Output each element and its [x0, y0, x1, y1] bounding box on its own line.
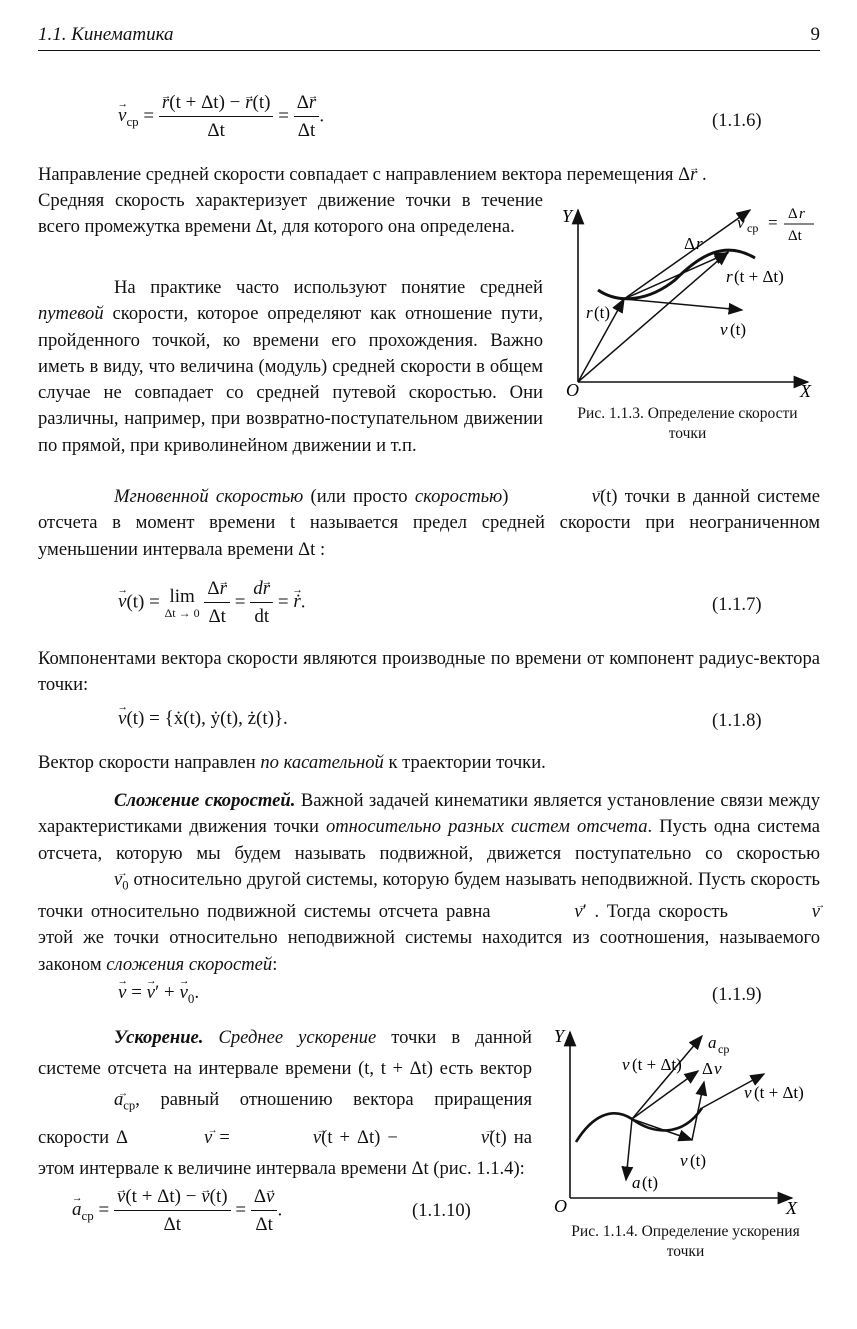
v-t-vector	[632, 1119, 692, 1140]
svg-text:ср: ср	[747, 221, 759, 235]
paragraph: Мгновенной скоростью (или просто скоростью) → v(t) точки в данной системе отсчета в момент времени t называется предел средней скорости при неограниченном уменьшении интервала времени Δt :	[38, 484, 820, 563]
svg-text:v: v	[720, 320, 728, 339]
paragraph: Направление средней скорости совпадает с направлением вектора перемещения Δ→ r .	[38, 162, 820, 188]
v-t-vector	[624, 299, 742, 310]
svg-text:(t): (t)	[642, 1173, 659, 1192]
svg-text:Y: Y	[554, 1026, 565, 1046]
svg-text:ср: ср	[718, 1042, 730, 1056]
svg-text:(t): (t)	[690, 1151, 707, 1170]
equation-number: (1.1.8)	[712, 710, 762, 731]
svg-text:Y: Y	[562, 206, 573, 226]
svg-text:v: v	[737, 213, 745, 232]
svg-text:a: a	[632, 1173, 641, 1192]
v-tdt-vector-shifted	[632, 1071, 698, 1119]
figure-velocity-diagram	[560, 200, 830, 400]
paragraph: Ускорение. Среднее ускорение точки в данной системе отсчета на интервале времени (t, t + Δt) есть вектор → $a_{ср}$, равный отношению вектора приращения скорости Δ→ v = → v(t + Δt) − → v(t) на этом интервале к величине интервала времени Δt (рис. 1.1.4):	[38, 1022, 532, 1184]
delta-r-vector	[624, 253, 728, 299]
paragraph: Компонентами вектора скорости являются производные по времени от компонент радиус-вектора точки:	[38, 648, 820, 696]
svg-text:=: =	[768, 213, 778, 232]
svg-text:O: O	[566, 380, 579, 400]
svg-text:O: O	[554, 1196, 567, 1216]
svg-text:Δ: Δ	[702, 1059, 713, 1078]
svg-text:(t): (t)	[730, 320, 747, 339]
svg-text:r: r	[586, 303, 593, 322]
svg-text:(t + Δt): (t + Δt)	[632, 1055, 682, 1074]
equation-number: (1.1.10)	[412, 1200, 471, 1221]
paragraph: На практике часто используют понятие средней путевой скорости, которое определяют как отношение пути, пройденного точкой, ко времени его прохождения. Важно иметь в виду, что величина (модуль) средней скорости в общем случае не совпадает со средней путевой скоростью. Они различны, например, при возвратно-поступательном движении по прямой, при криволинейном движении и т.п.	[38, 277, 543, 456]
svg-text:Δ: Δ	[684, 234, 695, 253]
figure-caption: Рис. 1.1.4. Определение ускорения точки	[571, 1223, 800, 1260]
svg-text:(t + Δt): (t + Δt)	[734, 267, 784, 286]
paragraph: Вектор скорости направлен по касательной к траектории точки.	[38, 752, 546, 773]
running-header	[38, 24, 820, 51]
equation-number: (1.1.6)	[712, 110, 762, 131]
svg-text:r: r	[696, 234, 703, 253]
svg-text:r: r	[799, 206, 805, 222]
svg-text:v: v	[714, 1059, 722, 1078]
svg-text:v: v	[622, 1055, 630, 1074]
delta-v-vector	[692, 1082, 704, 1140]
svg-text:a: a	[708, 1033, 717, 1052]
page-number: 9	[810, 24, 820, 45]
paragraph: Средняя скорость характеризует движение точки в течение всего промежутка времени Δt, для которого она определена.	[38, 190, 543, 238]
svg-text:v: v	[744, 1083, 752, 1102]
a-t-vector	[626, 1119, 632, 1180]
svg-text:r: r	[726, 267, 733, 286]
svg-text:(t): (t)	[594, 303, 611, 322]
svg-text:X: X	[786, 1198, 797, 1216]
equation-1-1-8: → v(t) = {ẋ(t), ẏ(t), ż(t)}.	[118, 708, 288, 730]
svg-text:v: v	[680, 1151, 688, 1170]
equation-1-1-10: → $a_{ср}$ = → $\frac{v(t + \Delta t) - \to v(t)}{\Delta t}$ = $\frac{\Delta\to v}{\Delta t}$ .	[72, 1186, 282, 1236]
paragraph: Сложение скоростей. Важной задачей кинематики является установление связи между характеристиками движения точки относительно разных систем отсчета. Пусть одна система отсчета, которую мы будем называть подвижной, движется поступательно со скоростью → $v_0$ относительно другой системы, которую будем называть неподвижной. Пусть скорость точки относительно подвижной системы отсчета равна → v′ . Тогда скорость → v этой же точки относительно неподвижной системы находится из соотношения, называемого законом сложения скоростей:	[38, 788, 820, 978]
equation-1-1-7: → v(t) = lim Δt → 0 $\frac{\Delta\to r}{\Delta t}$ = $\frac{d\to r}{dt}$ = → ṙ.	[118, 578, 306, 628]
equation-number: (1.1.7)	[712, 594, 762, 615]
section-title: 1.1. Кинематика	[38, 24, 174, 45]
a-avg-vector	[632, 1036, 702, 1119]
svg-text:X: X	[800, 381, 811, 400]
svg-text:(t + Δt): (t + Δt)	[754, 1083, 804, 1102]
equation-number: (1.1.9)	[712, 984, 762, 1005]
figure-caption: Рис. 1.1.3. Определение скорости точки	[577, 405, 798, 442]
figure-acceleration-diagram	[552, 1026, 824, 1216]
equation-1-1-9: → v = → v′ + → $v_0$.	[118, 982, 199, 1007]
svg-text:Δ: Δ	[788, 206, 798, 222]
equation-1-1-6: → $v_{ср}$ = → $\frac{r(t + \Delta t) - \to r(t)}{\Delta t}$ = $\frac{\Delta\to r}{\Delta t}$ .	[118, 92, 324, 142]
svg-text:Δt: Δt	[788, 228, 802, 244]
